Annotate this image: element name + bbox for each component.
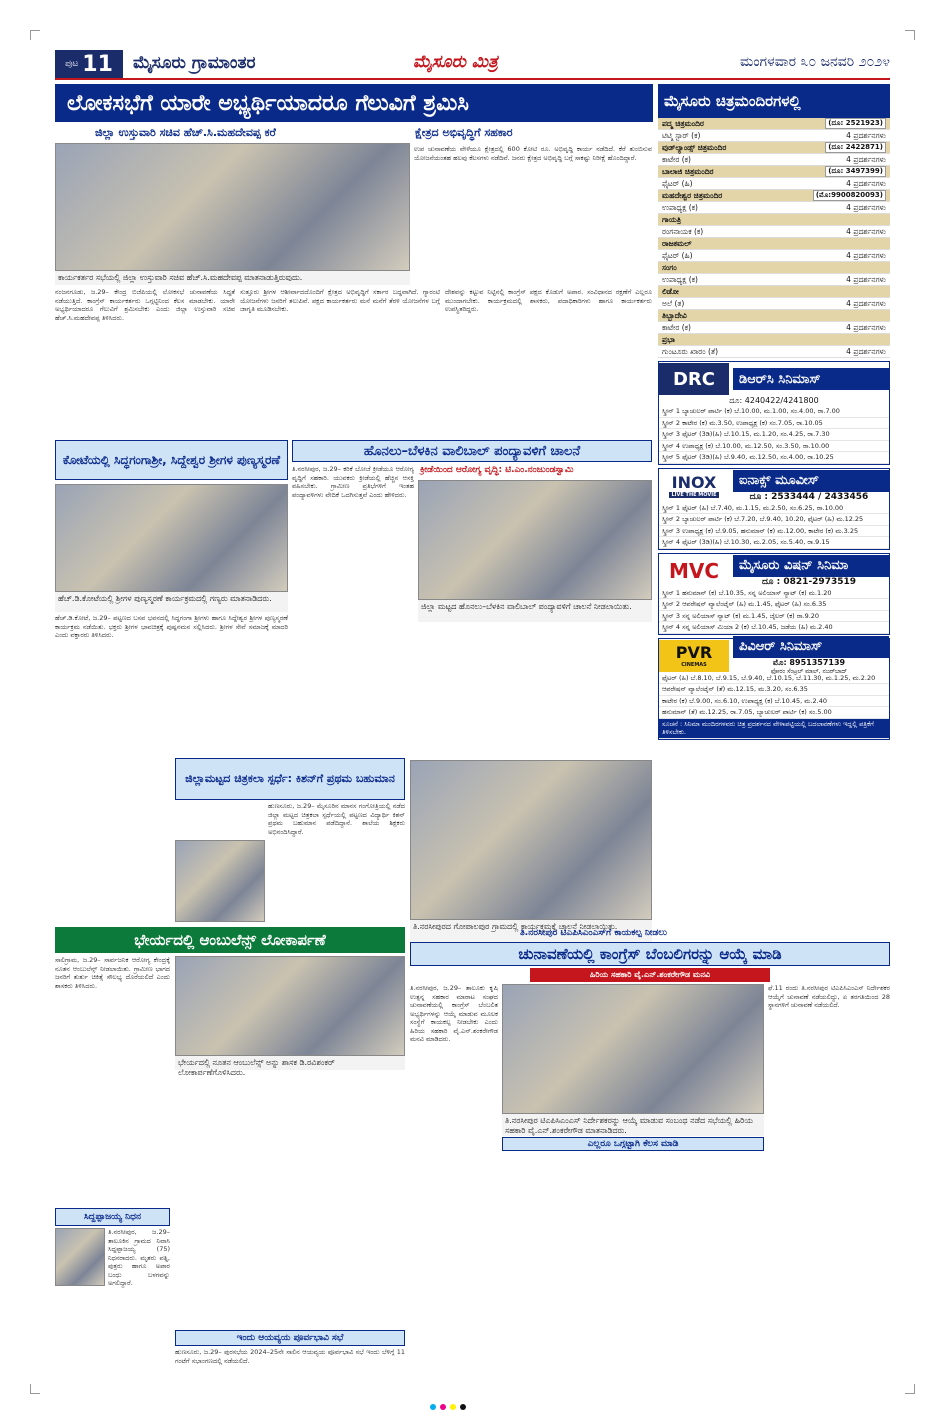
- inox-logo-text: INOX: [671, 473, 717, 492]
- lead-subhead-left: ಜಿಲ್ಲಾ ಉಸ್ತುವಾರಿ ಸಚಿವ ಹೆಚ್.ಸಿ.ಮಹದೇವಪ್ಪ ಕರೆ: [95, 126, 276, 139]
- inox-cinema-box: [658, 468, 890, 550]
- mvc-logo: MVC: [659, 555, 729, 587]
- drc-logo: DRC: [659, 363, 729, 395]
- drc-show-row: ಸ್ಕ್ರೀನ್ 2 ಕಾಟೇರ (ಕ) ಮ.3.50, ಉಪಾಧ್ಯಕ್ಷ (ಕ) ಸಂ.7.05, ರಾ.10.05: [659, 418, 889, 430]
- drc-phone: ದೂ: 4240422/4241800: [729, 396, 819, 405]
- pvr-address: ಫೋರಂ ಸೆಂಟ್ರಲ್ ಮಾಲ್, ನಜರ್‌ಬಾದ್: [770, 667, 848, 675]
- movie-title: ಟಿಟ್ಮಿ ಸ್ಟಾರ್ (ಕ): [662, 130, 701, 140]
- story6-body: ಸಾಲಿಗ್ರಾಮ, ಜ.29– ಸಾರ್ವಜನಿಕ ಆರೋಗ್ಯ ಕೇಂದ್ರಕ್ಕೆ ನೂತನ ಆಂಬುಲೆನ್ಸ್ ನೀಡಲಾಯಿತು. ಗ್ರಾಮೀಣ ಭಾಗದ ಜನರಿಗೆ ತುರ್ತು ಚಿಕಿತ್ಸೆ ಸೌಲಭ್ಯ ದೊರೆಯಲಿದೆ ಎಂದು ಶಾಸಕರು ತಿಳಿಸಿದರು.: [55, 956, 170, 990]
- crop-mark: [30, 1384, 40, 1394]
- story4-headline: ಜಿಲ್ಲಾಮಟ್ಟದ ಚಿತ್ರಕಲಾ ಸ್ಪರ್ಧೆ: ಕಿಶನ್‌ಗೆ ಪ್ರಥಮ ಬಹುಮಾನ: [175, 758, 405, 800]
- lead-column-1: ಉಪ ಚುನಾವಣೆಯ ವೇಳೆಯೂ ಕ್ಷೇತ್ರದಲ್ಲಿ 600 ಕೋಟಿ ರೂ. ಅಭಿವೃದ್ಧಿ ಕಾರ್ಯ ನಡೆದಿದೆ. ಕೆರೆ ತುಂಬಿಸುವ ಯೋಜನೆಯಂತಹ ಹಲವು ಕೆಲಸಗಳು ನಡೆದಿವೆ. ಜನರು ಕ್ಷೇತ್ರದ ಅಭಿವೃದ್ಧಿ ಬಗ್ಗೆ ಸಾಕಷ್ಟು ನಿರೀಕ್ಷೆ ಹೊಂದಿದ್ದಾರೆ.: [414, 145, 652, 162]
- theatre-hall-name: ಪದ್ಮ ಚಿತ್ರಮಂದಿರ: [662, 118, 704, 128]
- pvr-cinema-box: [658, 638, 890, 740]
- theatre-hall-row: [658, 262, 890, 274]
- theatre-hall-row: [658, 286, 890, 298]
- pvr-show-row: ಕಾಟೇರ (ಕ) ಬೆ.9.00, ಸಂ.6.10, ಉಪಾಧ್ಯಕ್ಷ (ಕ) ಬೆ.10.45, ಮ.2.40: [659, 696, 889, 708]
- story7-body: ತಿ.ನರಸೀಪುರ, ಜ.29– ತಾಲೂಕು ಕೃಷಿ ಉತ್ಪನ್ನ ಸಹಕಾರ ಮಾರಾಟ ಸಂಘದ ಚುನಾವಣೆಯಲ್ಲಿ ಕಾಂಗ್ರೆಸ್ ಬೆಂಬಲಿತ ಅಭ್ಯರ್ಥಿಗಳನ್ನು ಆಯ್ಕೆ ಮಾಡುವ ಮೂಲಕ ಸಂಸ್ಥೆಗೆ ಕಾಯಕಲ್ಪ ನೀಡಬೇಕು ಎಂದು ಹಿರಿಯ ಸಹಕಾರಿ ವೈ.ಎನ್.ಶಂಕರೇಗೌಡ ಮನವಿ ಮಾಡಿದರು.: [410, 984, 498, 1043]
- page-label: ಪುಟ: [65, 59, 79, 69]
- theatre-hall-row: [658, 166, 890, 178]
- page-number: 11: [82, 51, 113, 77]
- lead-photo: [55, 143, 410, 271]
- story8-title: ಇಂದು ಆಯವ್ಯಯ ಪೂರ್ವಭಾವಿ ಸಭೆ: [175, 1330, 405, 1346]
- show-count: 4 ಪ್ರದರ್ಶನಗಳು: [846, 154, 886, 164]
- pvr-tagline: CINEMAS: [681, 662, 707, 668]
- story8-body: ಹುಣಸೂರು, ಜ.29– ಪುರಸಭೆಯ 2024–25ನೇ ಸಾಲಿನ ಆಯವ್ಯಯ ಪೂರ್ವಭಾವಿ ಸಭೆ ಇಂದು ಬೆಳಿಗ್ಗೆ 11 ಗಂಟೆಗೆ ಸಭಾಂಗಣದಲ್ಲಿ ನಡೆಯಲಿದೆ.: [175, 1348, 405, 1365]
- theatre-hall-row: [658, 190, 890, 202]
- inox-show-row: ಸ್ಕ್ರೀನ್ 1 ಫೈಟರ್ (ಹಿ) ಬೆ.7.40, ಮ.1.15, ಮ.2.50, ಸಂ.6.25, ರಾ.10.00: [659, 503, 889, 515]
- pvr-logo-text: PVR: [675, 643, 713, 662]
- theatre-hall-name: ಮಹದೇಶ್ವರ ಚಿತ್ರಮಂದಿರ: [662, 190, 723, 200]
- story5-photo: [410, 760, 652, 920]
- inox-phone: ದೂ : 2533444 / 2433456: [749, 491, 869, 502]
- obituary-body: ತಿ.ನರಸೀಪುರ, ಜ.29– ತಾಲೂಕಿನ ಗ್ರಾಮದ ನಿವಾಸಿ ಸಿದ್ದಪ್ಪಾಜಯ್ಯ (75) ನಿಧನರಾದರು. ಮೃತರು ಪತ್ನಿ, ಪುತ್ರರು ಹಾಗೂ ಅಪಾರ ಬಂಧು ಬಳಗವನ್ನು ಅಗಲಿದ್ದಾರೆ.: [108, 1228, 170, 1287]
- theatre-hall-name: ರಾಜಕಮಲ್: [662, 238, 692, 248]
- mvc-cinema-box: [658, 553, 890, 635]
- masthead: ಮೈಸೂರು ಮಿತ್ರ: [413, 52, 498, 72]
- drc-show-list: [659, 406, 889, 464]
- show-count: 4 ಪ್ರದರ್ಶನಗಳು: [846, 250, 886, 260]
- movie-title: ಅಲೆ (ತ): [662, 298, 685, 308]
- crop-mark: [30, 30, 40, 40]
- movie-title: ಗುಂಟೂರು ಖಾರಂ (ತೆ): [662, 346, 719, 356]
- lead-column-2: ನಂಜನಗೂಡು, ಜ.29– ಕೇಂದ್ರ ಬಿಜೆಪಿಯಲ್ಲಿ ಲೋಕಸಭೆ ಚುನಾವಣೆಯ ಸಿದ್ಧತೆ ನಡೆಯುತ್ತಿದೆ. ಕಾಂಗ್ರೆಸ್ ಕಾರ್ಯಕರ್ತರು ಒಗ್ಗಟ್ಟಿನಿಂದ ಕೆಲಸ ಮಾಡಬೇಕು. ಯಾರೇ ಅಭ್ಯರ್ಥಿಯಾದರೂ ಗೆಲುವಿಗೆ ಶ್ರಮಿಸಬೇಕು ಎಂದು ಜಿಲ್ಲಾ ಉಸ್ತುವಾರಿ ಸಚಿವ ಹೆಚ್.ಸಿ.ಮಹದೇವಪ್ಪ ತಿಳಿಸಿದರು.: [55, 288, 235, 322]
- cinema-sidebar: [658, 84, 890, 740]
- theatre-hall-name: ಗಾಯತ್ರಿ: [662, 214, 682, 224]
- section-name: ಮೈಸೂರು ಗ್ರಾಮಾಂತರ: [133, 53, 256, 73]
- black-dot: [460, 1404, 466, 1410]
- theatre-hall-name: ತಿಬ್ಬಾದೇವಿ: [662, 310, 687, 320]
- inox-name: ಐನಾಕ್ಸ್ ಮೂವೀಸ್: [733, 470, 889, 492]
- mvc-show-row: ಸ್ಕ್ರೀನ್ 1 ಹನುಮಾನ್ (ಕ) ಬೆ.10.35, ಸನ್ನ ಅಲಿಯಾಸ್ ನ್ಯಾಟ್ (ಕ) ಮ.1.20: [659, 588, 889, 600]
- theatre-hall-row: [658, 238, 890, 250]
- yellow-dot: [450, 1404, 456, 1410]
- mvc-show-list: [659, 588, 889, 634]
- page-header: [55, 48, 890, 80]
- story7-headline: ಚುನಾವಣೆಯಲ್ಲಿ ಕಾಂಗ್ರೆಸ್ ಬೆಂಬಲಿಗರನ್ನು ಆಯ್ಕೆ ಮಾಡಿ: [410, 942, 890, 966]
- theatre-hall-row: [658, 118, 890, 130]
- theatre-show-row: [658, 202, 890, 214]
- pvr-show-row: ಆಪರೇಷನ್ ವ್ಯಾಲೆಂಟೈನ್ (ತೆ) ಮ.12.15, ಮ.3.20, ಸಂ.6.35: [659, 684, 889, 696]
- pvr-phone: ಮೊ: 8951357139: [772, 657, 846, 667]
- obituary-title: ಸಿದ್ದಪ್ಪಾಜಯ್ಯ ನಿಧನ: [55, 1208, 170, 1226]
- drc-show-row: ಸ್ಕ್ರೀನ್ 3 ಫೈಟರ್ (3ಡಿ)(ಹಿ) ಬೆ.10.15, ಮ.1.20, ಸಂ.4.25, ರಾ.7.30: [659, 429, 889, 441]
- theatre-hall-name: ಬಾಲಾಜಿ ಚಿತ್ರಮಂದಿರ: [662, 166, 714, 176]
- theatre-show-row: [658, 274, 890, 286]
- lead-subhead-right: ಕ್ಷೇತ್ರದ ಅಭಿವೃದ್ಧಿಗೆ ಸಹಕಾರ: [415, 126, 513, 139]
- theatre-hall-name: ಸಂಗಂ: [662, 262, 677, 272]
- theatre-show-row: [658, 178, 890, 190]
- obituary-photo: [55, 1228, 105, 1286]
- pvr-name: ಪಿವಿಆರ್ ಸಿನಿಮಾಸ್: [733, 636, 889, 658]
- theatre-phone: (ದೂ: 2422871): [825, 142, 886, 153]
- theatre-phone: (ದೂ: 3497399): [825, 166, 886, 177]
- story2-caption: ಹೆಚ್.ಡಿ.ಕೋಟೆಯಲ್ಲಿ ಶ್ರೀಗಳ ಪುಣ್ಯಸ್ಮರಣೆ ಕಾರ್ಯಕ್ರಮದಲ್ಲಿ ಗಣ್ಯರು ಮಾತನಾಡಿದರು.: [55, 592, 288, 612]
- theatre-list: [658, 118, 890, 358]
- show-count: 4 ಪ್ರದರ್ಶನಗಳು: [846, 322, 886, 332]
- theatre-phone: (ದೂ: 2521923): [825, 118, 886, 129]
- show-count: 4 ಪ್ರದರ್ಶನಗಳು: [846, 202, 886, 212]
- story4-body: ಹುಣಸೂರು, ಜ.29– ಮೈಸೂರಿನ ಮಾನಸ ಗಂಗೋತ್ರಿಯಲ್ಲಿ ನಡೆದ ಜಿಲ್ಲಾ ಮಟ್ಟದ ಚಿತ್ರಕಲಾ ಸ್ಪರ್ಧೆಯಲ್ಲಿ ಪಟ್ಟಣದ ವಿದ್ಯಾರ್ಥಿ ಕಿಶನ್ ಪ್ರಥಮ ಬಹುಮಾನ ಪಡೆದಿದ್ದಾನೆ. ಶಾಲೆಯ ಶಿಕ್ಷಕರು ಅಭಿನಂದಿಸಿದ್ದಾರೆ.: [268, 802, 405, 836]
- theatre-show-row: [658, 298, 890, 310]
- story7-sidebar-text: ಫೆ.11 ರಂದು ತಿ.ನರಸೀಪುರ ಟಿಎಪಿಸಿಎಂಎಸ್ ನಿರ್ದೇಶಕರ ಆಯ್ಕೆಗೆ ಚುನಾವಣೆ ನಡೆಯಲಿದ್ದು, ಏ ತರಗತಿಯಿಂದ 28 ಸ್ಥಾನಗಳಿಗೆ ಚುನಾವಣೆ ನಡೆಯಲಿದೆ.: [768, 984, 890, 1009]
- story2-body: ಹೆಚ್.ಡಿ.ಕೋಟೆ, ಜ.29– ಪಟ್ಟಣದ ಬಸವ ಭವನದಲ್ಲಿ ಸಿದ್ಧಗಂಗಾ ಶ್ರೀಗಳು ಹಾಗೂ ಸಿದ್ದೇಶ್ವರ ಶ್ರೀಗಳ ಪುಣ್ಯಸ್ಮರಣೆ ಕಾರ್ಯಕ್ರಮ ನಡೆಯಿತು. ಭಕ್ತರು ಶ್ರೀಗಳ ಭಾವಚಿತ್ರಕ್ಕೆ ಪುಷ್ಪನಮನ ಸಲ್ಲಿಸಿದರು. ಶ್ರೀಗಳ ಸೇವೆ ಸಮಾಜಕ್ಕೆ ಮಾದರಿ ಎಂದು ವಕ್ತಾರರು ತಿಳಿಸಿದರು.: [55, 614, 288, 639]
- inox-show-row: ಸ್ಕ್ರೀನ್ 4 ಫೈಟರ್ (3ಡಿ)(ಹಿ) ಬೆ.10.30, ಮ.2.05, ಸಂ.5.40, ರಾ.9.15: [659, 537, 889, 549]
- crop-mark: [905, 30, 915, 40]
- print-registration-dots: [430, 1404, 466, 1410]
- show-count: 4 ಪ್ರದರ್ಶನಗಳು: [846, 178, 886, 188]
- movie-title: ಉಪಾಧ್ಯಕ್ಷ (ಕ): [662, 274, 698, 284]
- story3-photo: [418, 480, 652, 600]
- movie-title: ಕಾಟೇರ (ಕ): [662, 154, 691, 164]
- lead-column-4: ದೇಶವನ್ನು ಕಟ್ಟುವ ನಿಟ್ಟಿನಲ್ಲಿ ಕಾಂಗ್ರೆಸ್ ಪಕ್ಷದ ಕೊಡುಗೆ ಅಪಾರ. ಸಂವಿಧಾನದ ರಕ್ಷಣೆಗೆ ಎಲ್ಲರೂ ಮುಂದಾಗಬೇಕು. ಕಾರ್ಯಕ್ರಮದಲ್ಲಿ ಶಾಸಕರು, ಪದಾಧಿಕಾರಿಗಳು ಹಾಗೂ ಕಾರ್ಯಕರ್ತರು ಉಪಸ್ಥಿತರಿದ್ದರು.: [445, 288, 652, 313]
- pvr-note: ಸೂಚನೆ : ಸಿನಿಮಾ ಮಂದಿರಗಳವರು ಚಿತ್ರ ಪ್ರದರ್ಶನದ ವೇಳಾಪಟ್ಟಿಯಲ್ಲಿ ಬದಲಾವಣೆಗಳು ಇದ್ದಲ್ಲಿ ಪತ್ರಿಕೆಗೆ ತಿಳಿಸಬೇಕು.: [659, 719, 889, 739]
- theatre-show-row: [658, 130, 890, 142]
- lead-caption: ಕಾರ್ಯಕರ್ತರ ಸಭೆಯಲ್ಲಿ ಜಿಲ್ಲಾ ಉಸ್ತುವಾರಿ ಸಚಿವ ಹೆಚ್.ಸಿ.ಮಹದೇವಪ್ಪ ಮಾತನಾಡುತ್ತಿರುವುದು.: [55, 271, 410, 285]
- page-number-badge: [55, 50, 123, 78]
- movie-title: ರಂಗನಾಯಕ (ಕ): [662, 226, 704, 236]
- drc-name: ಡಿಆರ್‌ಸಿ ಸಿನಿಮಾಸ್: [733, 368, 889, 390]
- cyan-dot: [430, 1404, 436, 1410]
- story7-box-title: ಎಲ್ಲರೂ ಒಗ್ಗಟ್ಟಾಗಿ ಕೆಲಸ ಮಾಡಿ: [502, 1137, 764, 1151]
- story7-photo: [502, 984, 764, 1114]
- magenta-dot: [440, 1404, 446, 1410]
- story3-body: ತಿ.ನರಸೀಪುರ, ಜ.29– ಕರಿಕೆ ಬೋಜೆ ಕ್ರೀಡೆಯೂ ಆರೋಗ್ಯ ವೃದ್ಧಿಗೆ ಸಹಕಾರಿ. ಯುವಕರು ಕ್ರೀಡೆಯಲ್ಲಿ ಹೆಚ್ಚಿನ ಆಸಕ್ತಿ ವಹಿಸಬೇಕು. ಗ್ರಾಮೀಣ ಪ್ರತಿಭೆಗಳಿಗೆ ಇಂತಹ ಪಂದ್ಯಾವಳಿಗಳು ವೇದಿಕೆ ಒದಗಿಸುತ್ತವೆ ಎಂದು ಹೇಳಿದರು.: [292, 465, 414, 499]
- drc-cinema-box: [658, 361, 890, 465]
- dateline: ಮಂಗಳವಾರ ೩೦ ಜನವರಿ ೨೦೨೪: [740, 54, 890, 70]
- movie-title: ಕಾಟೇರ (ಕ): [662, 322, 691, 332]
- inox-show-list: [659, 503, 889, 549]
- pvr-show-row: ಹನುಮಾನ್ (ತೆ) ಮ.12.25, ರಾ.7.05, ಬ್ಯಾಚುಲರ್ ಪಾರ್ಟಿ (ಕ) ಸಂ.5.00: [659, 707, 889, 719]
- theatre-hall-row: [658, 310, 890, 322]
- theatre-hall-row: [658, 334, 890, 346]
- pvr-show-list: [659, 673, 889, 719]
- story3-headline: ಹೊನಲು–ಬೆಳಕಿನ ವಾಲಿಬಾಲ್ ಪಂದ್ಯಾವಳಿಗೆ ಚಾಲನೆ: [292, 440, 652, 462]
- story7-caption: ತಿ.ನರಸೀಪುರ ಟಿಎಪಿಸಿಎಂಎಸ್ ನಿರ್ದೇಶಕರನ್ನು ಆಯ್ಕೆ ಮಾಡುವ ಸಂಬಂಧ ನಡೆದ ಸಭೆಯಲ್ಲಿ ಹಿರಿಯ ಸಹಕಾರಿ ವೈ.ಎನ್.ಶಂಕರೇಗೌಡ ಮಾತನಾಡಿದರು.: [502, 1114, 764, 1136]
- drc-show-row: ಸ್ಕ್ರೀನ್ 1 ಬ್ಯಾಚುಲರ್ ಪಾರ್ಟಿ (ಕ) ಬೆ.10.00, ಮ.1.00, ಸಂ.4.00, ರಾ.7.00: [659, 406, 889, 418]
- story6-photo: [175, 956, 405, 1056]
- show-count: 4 ಪ್ರದರ್ಶನಗಳು: [846, 298, 886, 308]
- story6-headline: ಭೇರ್ಯದಲ್ಲಿ ಆಂಬುಲೆನ್ಸ್ ಲೋಕಾರ್ಪಣೆ: [55, 927, 405, 953]
- lead-column-3: ಸುತ್ತೂರು ಶ್ರೀಗಳ ಆಶೀರ್ವಾದದೊಂದಿಗೆ ಕ್ಷೇತ್ರದ ಅಭಿವೃದ್ಧಿಗೆ ಸರ್ಕಾರ ಬದ್ಧವಾಗಿದೆ. ಗ್ಯಾರಂಟಿ ಯೋಜನೆಗಳು ಜನರಿಗೆ ತಲುಪಿವೆ. ಪಕ್ಷದ ಕಾರ್ಯಕರ್ತರು ಮನೆ ಮನೆಗೆ ತೆರಳಿ ಯೋಜನೆಗಳ ಬಗ್ಗೆ ಜಾಗೃತಿ ಮೂಡಿಸಬೇಕು.: [240, 288, 440, 313]
- story7-subhead: ಹಿರಿಯ ಸಹಕಾರಿ ವೈ.ಎನ್.ಶಂಕರೇಗೌಡ ಮನವಿ: [530, 968, 770, 982]
- mvc-show-row: ಸ್ಕ್ರೀನ್ 2 ಆಪರೇಷನ್ ವ್ಯಾಲೆಂಟೈನ್ (ಹಿ) ಮ.1.45, ಫೈಟರ್ (ಹಿ) ಸಂ.6.35: [659, 599, 889, 611]
- theatre-hall-row: [658, 214, 890, 226]
- story2-photo: [55, 484, 288, 592]
- movie-title: ಫೈಟರ್ (ಹಿ): [662, 250, 693, 260]
- mvc-phone: ದೂ : 0821-2973519: [761, 576, 857, 587]
- pvr-show-row: ಫೈಟರ್ (ಹಿ) ಬೆ.8.10, ಬೆ.9.15, ಬೆ.9.40, ಬೆ.10.15, ಬೆ.11.30, ಮ.1.25, ಮ.2.20: [659, 673, 889, 685]
- movie-title: ಫೈಟರ್ (ಹಿ): [662, 178, 693, 188]
- inox-show-row: ಸ್ಕ್ರೀನ್ 2 ಬ್ಯಾಚುಲರ್ ಪಾರ್ಟಿ (ಕ) ಬೆ.7.20, ಬೆ.9.40, 10.20, ಫೈಟರ್ (ಹಿ) ಮ.12.25: [659, 514, 889, 526]
- mvc-show-row: ಸ್ಕ್ರೀನ್ 4 ಸನ್ನ ಅಲಿಯಾಸ್ ಮಿಯಾ 2 (ಕ) ಬೆ.10.45, ಜಡೆಯ (ಹಿ) ಮ.2.40: [659, 622, 889, 634]
- inox-logo: [659, 470, 729, 502]
- drc-show-row: ಸ್ಕ್ರೀನ್ 5 ಫೈಟರ್ (3ಡಿ)(ಹಿ) ಬೆ.9.40, ಮ.12.50, ಸಂ.4.00, ರಾ.10.25: [659, 452, 889, 464]
- pvr-logo: [659, 640, 729, 672]
- theatre-hall-name: ವುಡ್‌ಲ್ಯಾಂಡ್ಸ್ ಚಿತ್ರಮಂದಿರ: [662, 142, 727, 152]
- story5-caption: ತಿ.ನರಸೀಪುರದ ಗೋಪಾಲಪುರ ಗ್ರಾಮದಲ್ಲಿ ಕಾರ್ಯಕ್ರಮಕ್ಕೆ ಚಾಲನೆ ನೀಡಲಾಯಿತು.: [410, 920, 652, 944]
- story7-kicker: ತಿ.ನರಸೀಪುರ ಟಿಎಪಿಸಿಎಂಎಸ್‌ಗೆ ಕಾಯಕಲ್ಪ ನೀಡಲು: [520, 928, 667, 938]
- theatre-hall-row: [658, 142, 890, 154]
- story3-caption: ಜಿಲ್ಲಾ ಮಟ್ಟದ ಹೊನಲು–ಬೆಳಕಿನ ವಾಲಿಬಾಲ್ ಪಂದ್ಯಾವಳಿಗೆ ಚಾಲನೆ ನೀಡಲಾಯಿತು.: [418, 600, 652, 622]
- mvc-show-row: ಸ್ಕ್ರೀನ್ 3 ಸನ್ನ ಅಲಿಯಾಸ್ ನ್ಯಾಟ್ (ಕ) ಮ.1.45, ಜೈಲರ್ (ಕ) ರಾ.9.20: [659, 611, 889, 623]
- theatre-show-row: [658, 322, 890, 334]
- drc-show-row: ಸ್ಕ್ರೀನ್ 4 ಉಪಾಧ್ಯಕ್ಷ (ಕ) ಬೆ.10.00, ಮ.12.50, ಸಂ.3.50, ರಾ.10.00: [659, 441, 889, 453]
- lead-headline: ಲೋಕಸಭೆಗೆ ಯಾರೇ ಅಭ್ಯರ್ಥಿಯಾದರೂ ಗೆಲುವಿಗೆ ಶ್ರಮಿಸಿ: [55, 84, 653, 122]
- lead-subheads: [55, 124, 653, 142]
- story3-kicker: ಕ್ರೀಡೆಯಿಂದ ಆರೋಗ್ಯ ವೃದ್ಧಿ: ಟಿ.ಎಂ.ನಂಜುಂಡಸ್ವಾಮಿ: [420, 465, 574, 475]
- inox-show-row: ಸ್ಕ್ರೀನ್ 3 ಉಪಾಧ್ಯಕ್ಷ (ಕ) ಬೆ.9.05, ಹನುಮಾನ್ (ಕ) ಮ.12.00, ಕಾಟೇರ (ಕ) ಮ.3.25: [659, 526, 889, 538]
- theatre-hall-name: ಲಿಡೋ: [662, 286, 679, 296]
- show-count: 4 ಪ್ರದರ್ಶನಗಳು: [846, 226, 886, 236]
- theatre-show-row: [658, 250, 890, 262]
- show-count: 4 ಪ್ರದರ್ಶನಗಳು: [846, 346, 886, 356]
- theatre-show-row: [658, 154, 890, 166]
- show-count: 4 ಪ್ರದರ್ಶನಗಳು: [846, 274, 886, 284]
- story2-headline: ಕೋಟೆಯಲ್ಲಿ ಸಿದ್ಧಗಂಗಾಶ್ರೀ, ಸಿದ್ದೇಶ್ವರ ಶ್ರೀಗಳ ಪುಣ್ಯಸ್ಮರಣೆ: [55, 440, 288, 480]
- theatre-hall-name: ಪ್ರಭಾ: [662, 334, 675, 344]
- inox-tagline: LIVE THE MOVIE: [671, 492, 717, 498]
- mvc-name: ಮೈಸೂರು ವಿಷನ್ ಸಿನಿಮಾ: [733, 555, 889, 577]
- crop-mark: [905, 1384, 915, 1394]
- theatre-phone: (ಮೊ:9900820093): [813, 190, 886, 201]
- cinema-sidebar-title: ಮೈಸೂರು ಚಿತ್ರಮಂದಿರಗಳಲ್ಲಿ: [658, 84, 890, 118]
- theatre-show-row: [658, 346, 890, 358]
- story4-photo: [175, 840, 265, 922]
- story6-caption: ಭೇರ್ಯದಲ್ಲಿ ನೂತನ ಆಂಬುಲೆನ್ಸ್ ಅನ್ನು ಶಾಸಕ ಡಿ.ರವಿಶಂಕರ್ ಲೋಕಾರ್ಪಣೆಗೊಳಿಸಿದರು.: [175, 1056, 405, 1070]
- show-count: 4 ಪ್ರದರ್ಶನಗಳು: [846, 130, 886, 140]
- movie-title: ಉಪಾಧ್ಯಕ್ಷ (ಕ): [662, 202, 698, 212]
- theatre-show-row: [658, 226, 890, 238]
